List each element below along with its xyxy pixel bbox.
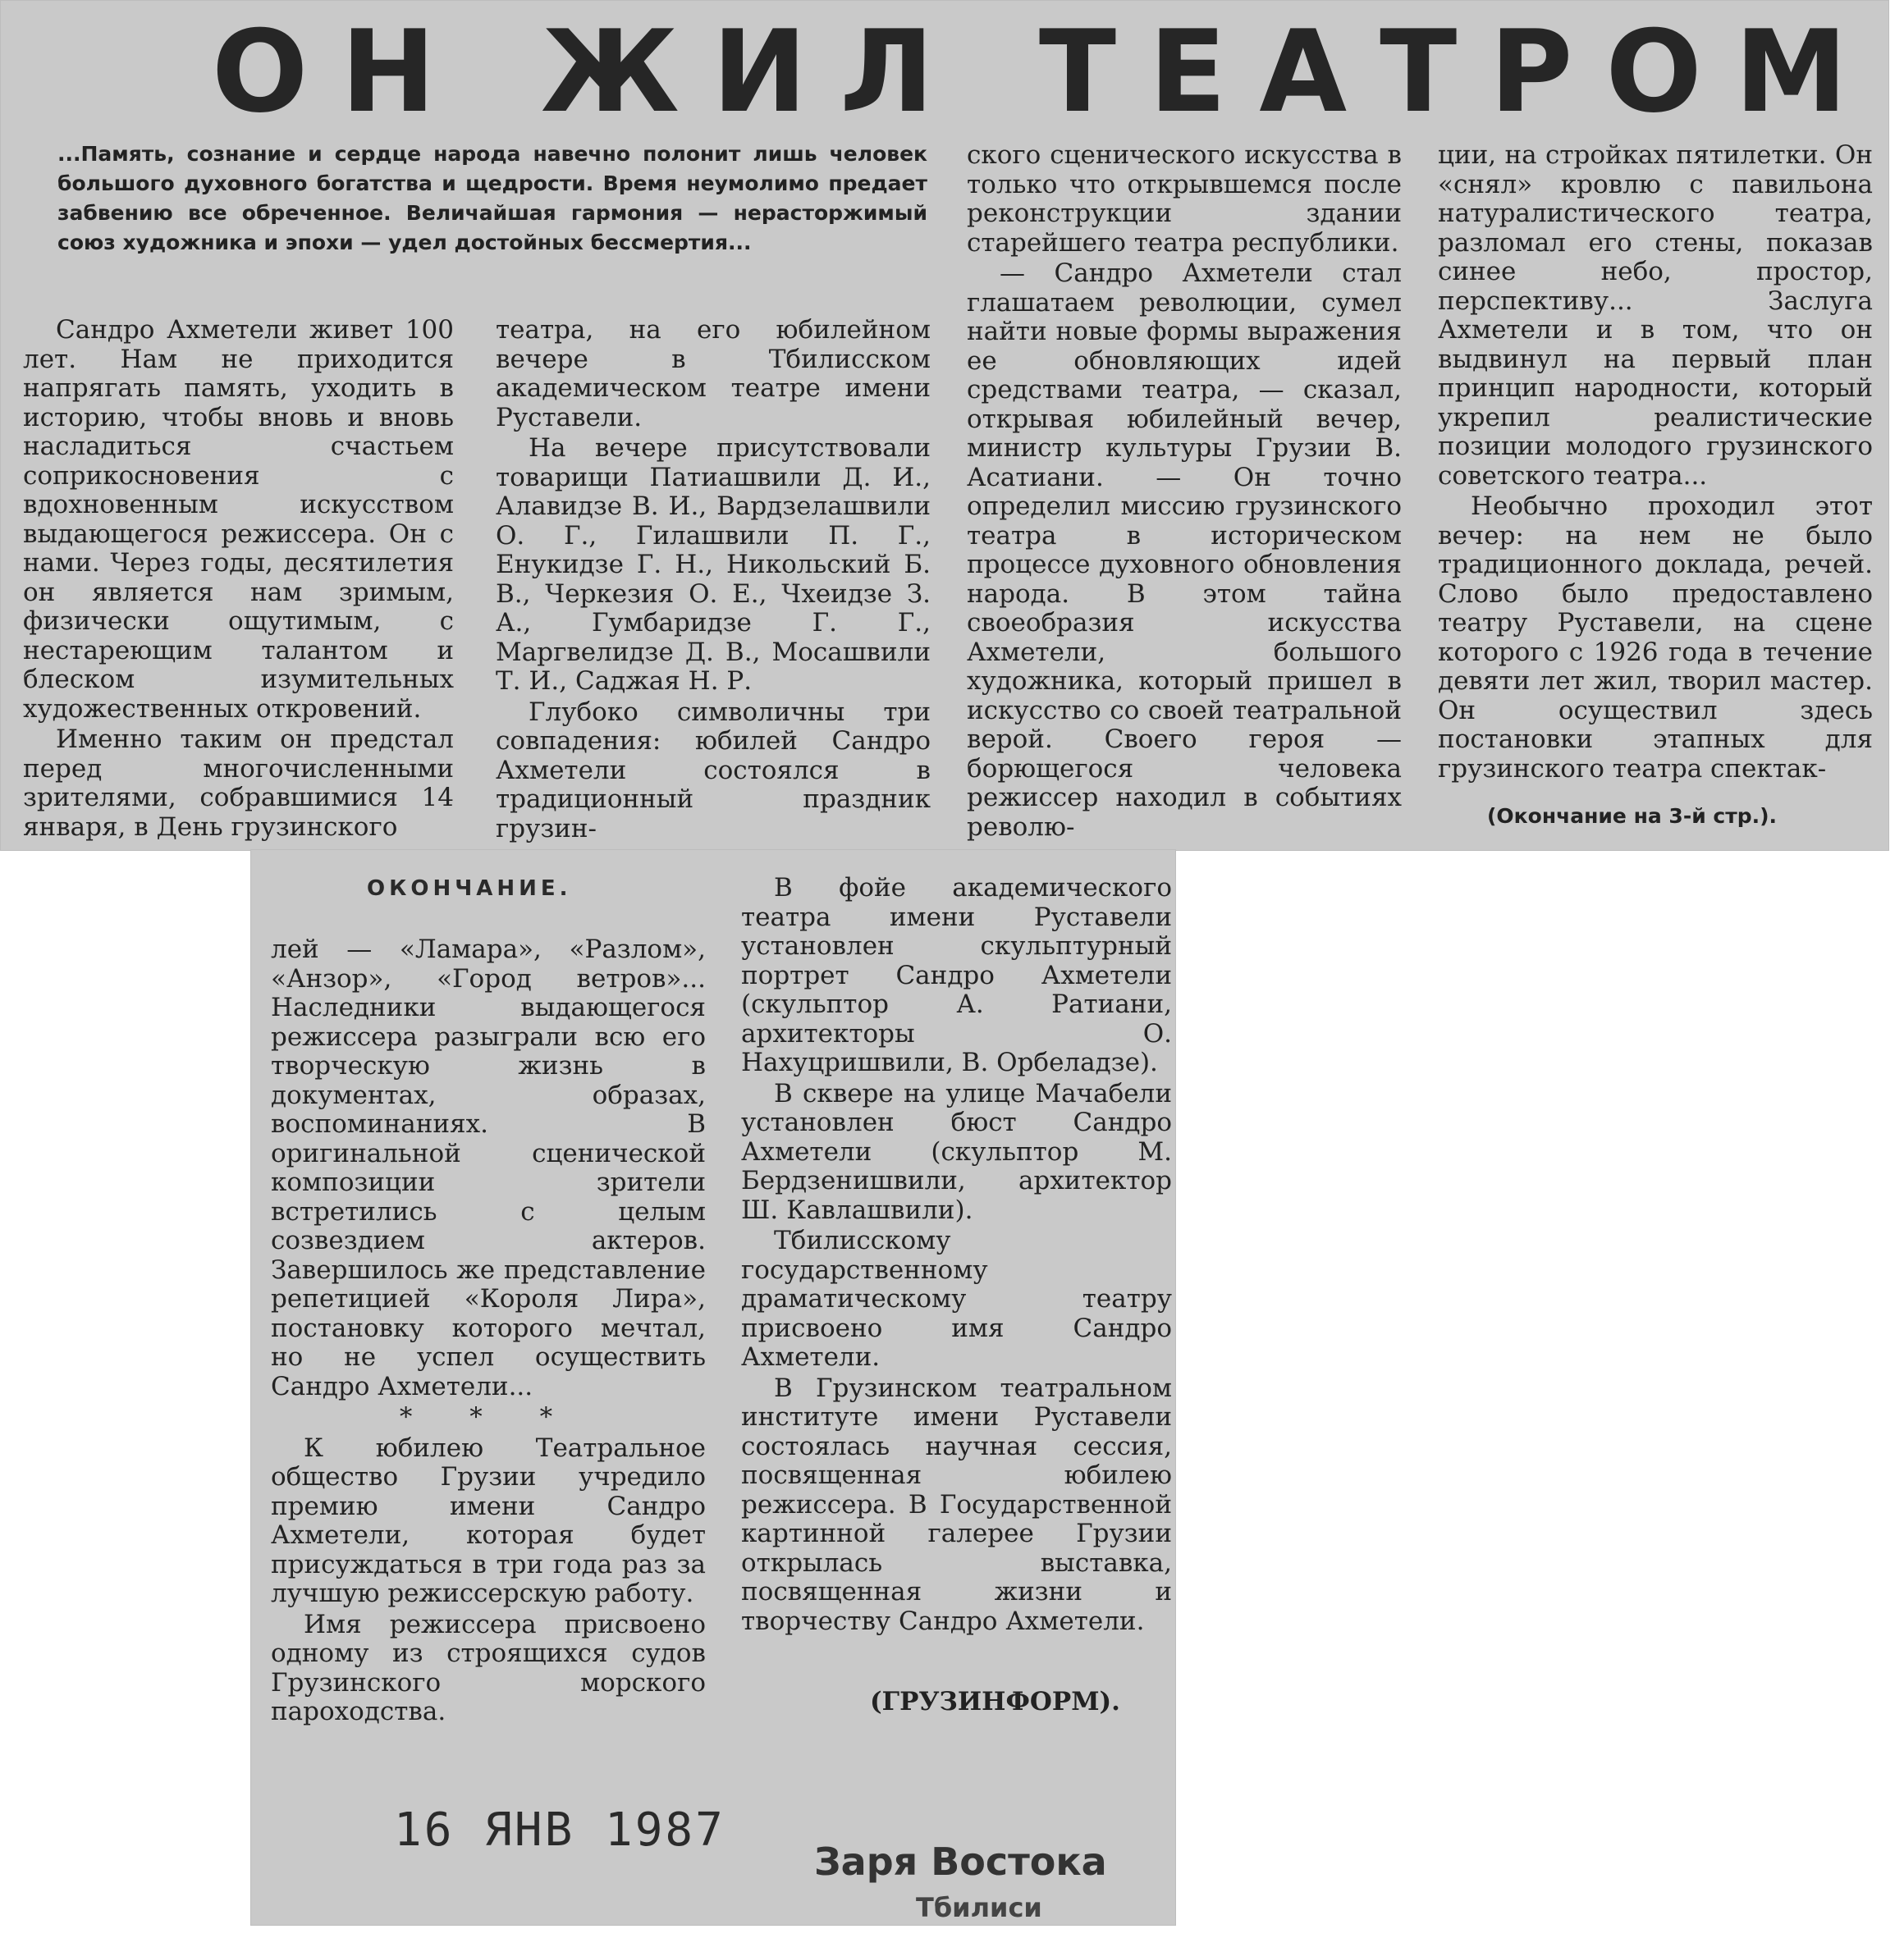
paragraph: На вечере присутствовали товарищи Патиашвили Д. И., Алавидзе В. И., Вардзелашвили О. Г., Гилашвили П. Г., Енукидзе Г. Н., Никольский Б. В., Черкезия О. Е., Чхеидзе З. А., Гумбаридзе Г. Г., Маргвелидзе Д. В., Мосашвили Т. И., Саджая Н. Р. [496, 433, 931, 696]
ending-column-1 [271, 935, 706, 1727]
headline: ОН ЖИЛ ТЕАТРОМ [212, 6, 1881, 138]
paragraph: театра, на его юбилейном вечере в Тбилисском академическом театре имени Руставели. [496, 315, 931, 432]
city-stamp: Тбилиси [916, 1892, 1042, 1923]
section-separator: * * * [399, 1402, 578, 1432]
column-4 [1438, 141, 1873, 784]
paragraph: Сандро Ахметели живет 100 лет. Нам не приходится напрягать память, уходить в историю, чтобы вновь и вновь насладиться счастьем соприкосновения с вдохновенным искусством выдающегося режиссера. Он с нами. Через годы, десятилетия он является нам зримым, физически ощутимым, с нестареющим талантом и блеском изумительных художественных откровений. [23, 315, 454, 724]
column-2 [496, 316, 931, 843]
paragraph: Тбилисскому государственному драматическому театру присвоено имя Сандро Ахметели. [741, 1226, 1172, 1372]
newspaper-name-stamp: Заря Востока [814, 1840, 1107, 1884]
news-agency-credit: (ГРУЗИНФОРМ). [870, 1687, 1120, 1716]
paragraph: В сквере на улице Мачабели установлен бюст Сандро Ахметели (скульптор М. Бердзенишвили, архитектор Ш. Кавлашвили). [741, 1078, 1172, 1225]
paragraph: Глубоко символичны три совпадения: юбилей Сандро Ахметели состоялся в традиционный праздник грузин- [496, 697, 931, 843]
paragraph: — Сандро Ахметели стал глашатаем революции, сумел найти новые формы выражения ее обновляющих идей средствами театра, — сказал, открывая юбилейный вечер, министр культуры Грузии В. Асатиани. — Он точно определил миссию грузинского театра в историческом процессе духовного обновления народа. В этом тайна своеобразия искусства Ахметели, большого художника, который пришел в искусство со своей театральной верой. Своего героя — борющегося человека режиссер находил в событиях револю- [967, 258, 1402, 842]
continuation-note: (Окончание на 3-й стр.). [1487, 804, 1778, 828]
ending-column-2 [741, 874, 1172, 1636]
ending-label: ОКОНЧАНИЕ. [367, 876, 572, 901]
column-3 [967, 141, 1402, 842]
paragraph: В фойе академического театра имени Руставели установлен скульптурный портрет Сандро Ахметели (скульптор А. Ратиани, архитекторы О. Нахуцришвили, В. Орбеладзе). [741, 873, 1172, 1077]
paragraph: К юбилею Театральное общество Грузии учредило премию имени Сандро Ахметели, которая будет присуждаться в три года раз за лучшую режиссерскую работу. [271, 1433, 706, 1608]
column-1 [23, 316, 454, 842]
paragraph: В Грузинском театральном институте имени Руставели состоялась научная сессия, посвященная юбилею режиссера. В Государственной картинной галерее Грузии открылась выставка, посвященная жизни и творчеству Сандро Ахметели. [741, 1373, 1172, 1636]
paragraph: ского сценического искусства в только что открывшемся после реконструкции здании старейшего театра республики. [967, 140, 1402, 258]
date-stamp: 16 ЯНВ 1987 [394, 1803, 725, 1857]
paragraph: лей — «Ламара», «Разлом», «Анзор», «Город ветров»... Наследники выдающегося режиссера разыграли всю его творческую жизнь в документах, образах, воспоминаниях. В оригинальной сценической композиции зрители встретились с целым созвездием актеров. Завершилось же представление репетицией «Короля Лира», постановку которого мечтал, но не успел осуществить Сандро Ахметели... [271, 935, 706, 1401]
lead-paragraph: ...Память, сознание и сердце народа навечно полонит лишь человек большого духовного богатства и щедрости. Время неумолимо предает забвению все обреченное. Величайшая гармония — нерасторжимый союз художника и эпохи — удел достойных бессмертия... [57, 142, 927, 254]
paragraph: ции, на стройках пятилетки. Он «снял» кровлю с павильона натуралистического театра, разломал его стены, показав синее небо, простор, перспективу... Заслуга Ахметели и в том, что он выдвинул на первый план принцип народности, который укрепил реалистические позиции молодого грузинского советского театра... [1438, 140, 1873, 491]
paragraph: Необычно проходил этот вечер: на нем не было традиционного доклада, речей. Слово было предоставлено театру Руставели, на сцене которого с 1926 года в течение девяти лет жил, творил мастер. Он осуществил здесь постановки этапных для грузинского театра спектак- [1438, 491, 1873, 784]
paragraph: Имя режиссера присвоено одному из строящихся судов Грузинского морского пароходства. [271, 1609, 706, 1726]
paragraph: Именно таким он предстал перед многочисленными зрителями, собравшимися 14 января, в День грузинского [23, 724, 454, 842]
